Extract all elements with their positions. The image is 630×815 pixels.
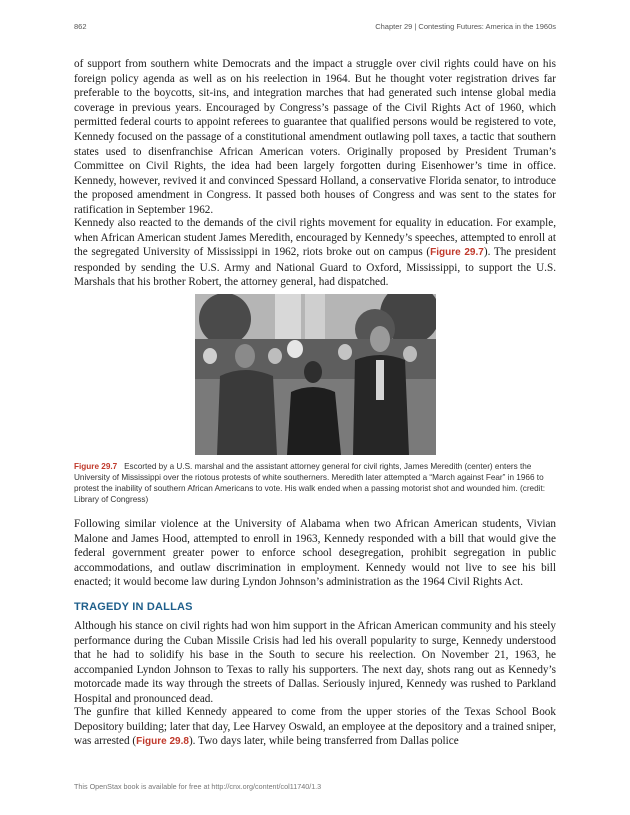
paragraph-gunfire [74, 705, 556, 750]
paragraph-education [74, 216, 556, 290]
figure-link-29-7[interactable]: Figure 29.7 [430, 247, 484, 259]
caption-text: Escorted by a U.S. marshal and the assistant attorney general for civil rights, James Meredith (center) enters the University of Mississippi over the riotous protests of white southerners. Meredith later attempted a “March against Fear” in 1966 to protest the inability of southern African Americans to vote. His walk ended when a passing motorist shot and wounded him. (credit: Library of Congress) [74, 462, 546, 504]
paragraph-alabama: Following similar violence at the University of Alabama when two African American students, Vivian Malone and James Hood, attempted to enroll in 1963, Kennedy responded with a bill that would give the federal government greater power to enforce school desegregation, prohibit segregation in public accommodations, and outlaw discrimination in employment. Kennedy would not live to see his bill enacted; it would become law during Lyndon Johnson’s administration as the 1964 Civil Rights Act. [74, 518, 556, 589]
figure-caption [74, 461, 556, 505]
paragraph-poll-tax: of support from southern white Democrats and the impact a struggle over civil rights could have on his foreign policy agenda as well as on his reelection in 1964. But he thought voter registration drives far preferable to the boycotts, sit-ins, and integration marches that had generated such intense global media coverage in previous years. Encouraged by Congress’s passage of the Civil Rights Act of 1960, which permitted federal courts to appoint referees to guarantee that qualified persons would be registered to vote, Kennedy focused on the passage of a constitutional amendment outlawing poll taxes, a tactic that southern states used to disenfranchise African American voters. Originally proposed by President Truman’s Committee on Civil Rights, the idea had been largely forgotten during Eisenhower’s time in office. Kennedy, however, revived it and convinced Spessard Holland, a conservative Florida senator, to introduce the proposed amendment in Congress. It passed both houses of Congress and was sent to the states for ratification in September 1962. [74, 58, 556, 216]
photo-illustration [195, 294, 436, 455]
paragraph-text: ). Two days later, while being transferred from Dallas police [188, 735, 459, 748]
footer-note: This OpenStax book is available for free at http://cnx.org/content/col11740/1.3 [74, 782, 322, 791]
paragraph-text: Kennedy also reacted to the demands of the civil rights movement for equality in education. For example, when African American student James Meredith, encouraged by Kennedy’s speeches, attempted to enroll at the segregated University of Mississippi in 1962, riots broke out on campus ( [74, 217, 556, 259]
chapter-header: Chapter 29 | Contesting Futures: America in the 1960s [375, 22, 556, 31]
paragraph-dallas: Although his stance on civil rights had won him support in the African American community and his steely performance during the Cuban Missile Crisis had led his overall popularity to surge, Kennedy understood that he had to solidify his base in the South to secure his reelection. On November 21, 1963, he accompanied Lyndon Johnson to Texas to rally his supporters. The next day, shots rang out as Kennedy’s motorcade made its way through the streets of Dallas. Seriously injured, Kennedy was rushed to Parkland Hospital and pronounced dead. [74, 620, 556, 705]
figure-link-29-8[interactable]: Figure 29.8 [136, 736, 189, 748]
section-heading: TRAGEDY IN DALLAS [74, 601, 193, 613]
meredith-photo [195, 294, 436, 455]
paragraph-text: ). The president responded by sending the U.S. Army and National Guard to Oxford, Mississippi, to support the U.S. Marshals that his brother Robert, the attorney general, had dispatched. [74, 246, 556, 289]
paragraph-text: The gunfire that killed Kennedy appeared to come from the upper stories of the Texas School Book Depository building; later that day, Lee Harvey Oswald, an employee at the depository and a trained sniper, was arrested ( [74, 706, 556, 748]
page-number: 862 [74, 22, 87, 31]
figure-label: Figure 29.7 [74, 462, 118, 471]
